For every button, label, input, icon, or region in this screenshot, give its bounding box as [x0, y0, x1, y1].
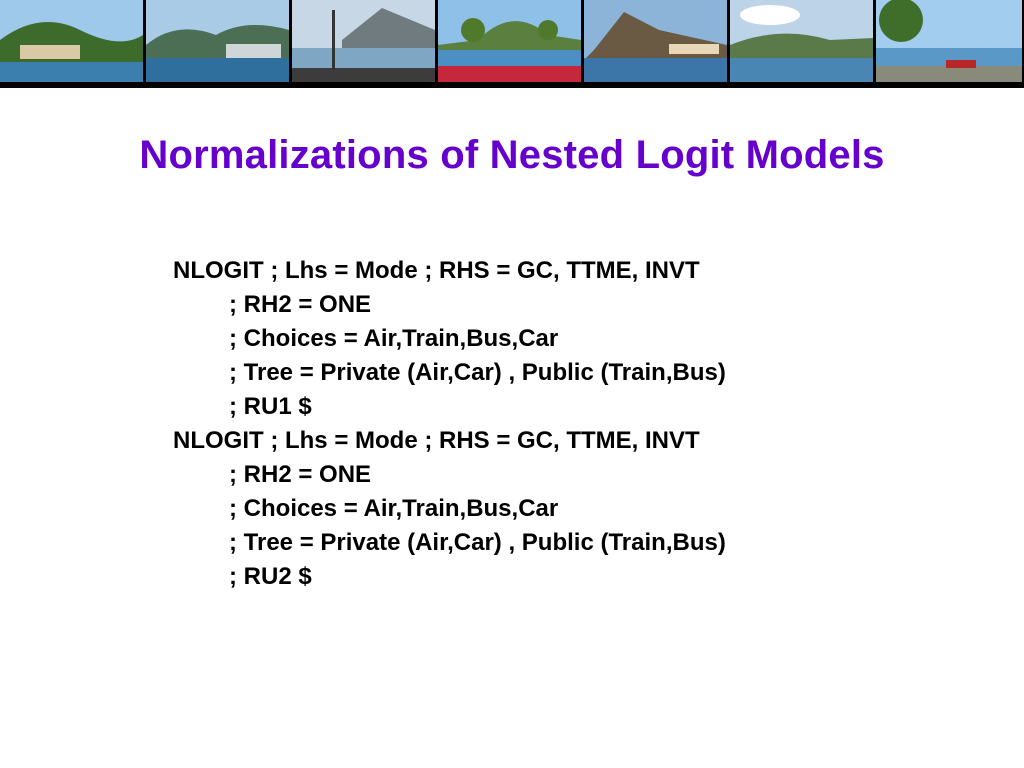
photo-banner: [0, 0, 1024, 88]
command-header-line: NLOGIT ; Lhs = Mode ; RHS = GC, TTME, INVT: [173, 427, 700, 454]
banner-photo-5: [584, 0, 727, 82]
banner-photo-7: [876, 0, 1022, 82]
slide-title: Normalizations of Nested Logit Models: [139, 133, 885, 177]
command-option-line: ; Choices = Air,Train,Bus,Car: [229, 495, 559, 522]
banner-photo-2: [146, 0, 289, 82]
banner-photo-6: [730, 0, 873, 82]
command-option-line: ; RU1 $: [229, 393, 312, 420]
command-option-line: ; RH2 = ONE: [229, 291, 372, 318]
command-option-line: ; Tree = Private (Air,Car) , Public (Train,Bus): [229, 529, 726, 556]
banner-photo-3: [292, 0, 435, 82]
command-header-line: NLOGIT ; Lhs = Mode ; RHS = GC, TTME, INVT: [173, 257, 700, 284]
banner-photo-4: [438, 0, 581, 82]
banner-photo-1: [0, 0, 143, 82]
command-option-line: ; RH2 = ONE: [229, 461, 372, 488]
command-option-line: ; Tree = Private (Air,Car) , Public (Train,Bus): [229, 359, 726, 386]
nlogit-command-block: [173, 254, 726, 594]
command-option-line: ; Choices = Air,Train,Bus,Car: [229, 325, 559, 352]
command-option-line: ; RU2 $: [229, 563, 312, 590]
